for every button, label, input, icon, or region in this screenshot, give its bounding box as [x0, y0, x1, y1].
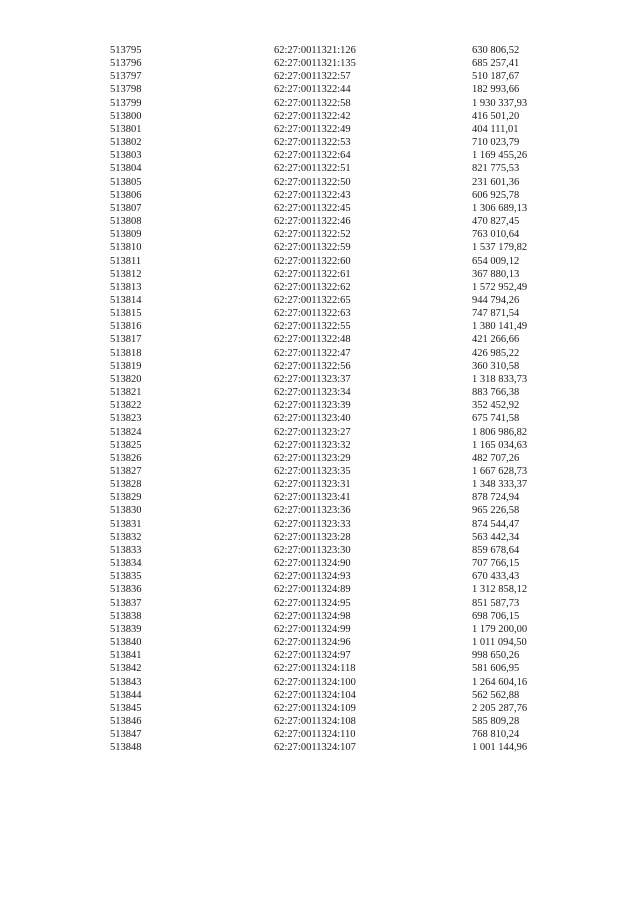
row-number: 513823: [110, 413, 142, 425]
cadastral-value: 1 806 986,82: [472, 426, 528, 438]
table-row: [110, 504, 582, 517]
cadastral-value: 675 741,58: [472, 413, 520, 425]
row-number: 513804: [110, 163, 142, 175]
row-number: 513843: [110, 676, 142, 688]
table-row: [110, 676, 582, 689]
cadastral-number: 62:27:0011324:96: [274, 637, 351, 649]
cadastral-number: 62:27:0011322:43: [274, 189, 351, 201]
table-row: [110, 570, 582, 583]
cadastral-number: 62:27:0011323:41: [274, 492, 351, 504]
row-number: 513848: [110, 742, 142, 754]
cadastral-value: 482 707,26: [472, 452, 520, 464]
cadastral-number: 62:27:0011322:42: [274, 110, 351, 122]
cadastral-value: 710 023,79: [472, 137, 520, 149]
cadastral-number: 62:27:0011322:50: [274, 176, 351, 188]
cadastral-number: 62:27:0011322:61: [274, 268, 351, 280]
row-number: 513825: [110, 439, 142, 451]
table-row: [110, 583, 582, 596]
row-number: 513802: [110, 137, 142, 149]
cadastral-number: 62:27:0011322:64: [274, 150, 351, 162]
table-row: [110, 399, 582, 412]
table-row: [110, 597, 582, 610]
cadastral-value: 1 667 628,73: [472, 466, 528, 477]
cadastral-number: 62:27:0011322:56: [274, 360, 351, 372]
cadastral-value: 1 306 689,13: [472, 202, 528, 214]
cadastral-value: 182 993,66: [472, 84, 520, 96]
cadastral-value: 965 226,58: [472, 505, 520, 517]
cadastral-number: 62:27:0011323:34: [274, 387, 351, 399]
row-number: 513839: [110, 623, 142, 635]
records-table: [110, 44, 582, 754]
table-row: [110, 360, 582, 373]
row-number: 513799: [110, 97, 142, 109]
cadastral-value: 1 572 952,49: [472, 281, 528, 293]
row-number: 513808: [110, 216, 142, 228]
cadastral-value: 654 009,12: [472, 255, 520, 267]
table-row: [110, 702, 582, 715]
table-row: [110, 715, 582, 728]
row-number: 513795: [110, 45, 142, 56]
cadastral-value: 1 169 455,26: [472, 150, 528, 162]
cadastral-number: 62:27:0011323:33: [274, 518, 351, 530]
cadastral-number: 62:27:0011322:63: [274, 308, 351, 320]
table-row: [110, 57, 582, 70]
table-row: [110, 610, 582, 623]
row-number: 513797: [110, 71, 142, 83]
cadastral-number: 62:27:0011323:30: [274, 544, 351, 556]
cadastral-value: 1 179 200,00: [472, 623, 528, 635]
row-number: 513796: [110, 58, 142, 70]
table-row: [110, 162, 582, 175]
table-row: [110, 478, 582, 491]
table-row: [110, 412, 582, 425]
cadastral-value: 698 706,15: [472, 610, 520, 622]
cadastral-value: 1 930 337,93: [472, 97, 528, 109]
cadastral-number: 62:27:0011322:60: [274, 255, 351, 267]
table-row: [110, 97, 582, 110]
cadastral-value: 562 562,88: [472, 689, 520, 701]
cadastral-value: 416 501,20: [472, 110, 520, 122]
table-row: [110, 636, 582, 649]
cadastral-value: 581 606,95: [472, 663, 520, 675]
cadastral-number: 62:27:0011323:39: [274, 400, 351, 412]
row-number: 513814: [110, 294, 142, 306]
cadastral-number: 62:27:0011324:95: [274, 597, 351, 609]
row-number: 513816: [110, 321, 142, 333]
cadastral-value: 1 318 833,73: [472, 373, 528, 385]
row-number: 513817: [110, 334, 142, 346]
cadastral-number: 62:27:0011324:110: [274, 729, 356, 741]
row-number: 513809: [110, 229, 142, 241]
cadastral-number: 62:27:0011322:53: [274, 137, 351, 149]
table-row: [110, 386, 582, 399]
table-row: [110, 70, 582, 83]
table-row: [110, 728, 582, 741]
cadastral-number: 62:27:0011323:40: [274, 413, 351, 425]
cadastral-value: 1 380 141,49: [472, 321, 528, 333]
row-number: 513828: [110, 479, 142, 491]
cadastral-number: 62:27:0011324:90: [274, 558, 351, 570]
cadastral-number: 62:27:0011322:48: [274, 334, 351, 346]
cadastral-number: 62:27:0011322:57: [274, 71, 351, 83]
table-row: [110, 228, 582, 241]
cadastral-number: 62:27:0011324:108: [274, 715, 356, 727]
cadastral-value: 563 442,34: [472, 531, 520, 543]
row-number: 513830: [110, 505, 142, 517]
cadastral-value: 747 871,54: [472, 308, 520, 320]
table-row: [110, 176, 582, 189]
row-number: 513805: [110, 176, 142, 188]
cadastral-number: 62:27:0011322:45: [274, 202, 351, 214]
row-number: 513819: [110, 360, 142, 372]
table-row: [110, 465, 582, 478]
table-row: [110, 136, 582, 149]
table-row: [110, 110, 582, 123]
table-row: [110, 255, 582, 268]
table-row: [110, 623, 582, 636]
cadastral-number: 62:27:0011322:59: [274, 242, 351, 254]
row-number: 513803: [110, 150, 142, 162]
row-number: 513801: [110, 123, 142, 135]
row-number: 513845: [110, 702, 142, 714]
row-number: 513841: [110, 650, 142, 662]
cadastral-value: 426 985,22: [472, 347, 520, 359]
cadastral-number: 62:27:0011323:27: [274, 426, 351, 438]
table-row: [110, 281, 582, 294]
cadastral-number: 62:27:0011322:58: [274, 97, 351, 109]
row-number: 513829: [110, 492, 142, 504]
cadastral-number: 62:27:0011324:109: [274, 702, 356, 714]
row-number: 513844: [110, 689, 142, 701]
cadastral-number: 62:27:0011324:99: [274, 623, 351, 635]
row-number: 513840: [110, 637, 142, 649]
cadastral-value: 685 257,41: [472, 58, 520, 70]
table-row: [110, 202, 582, 215]
cadastral-value: 874 544,47: [472, 518, 520, 530]
cadastral-value: 944 794,26: [472, 294, 520, 306]
row-number: 513798: [110, 84, 142, 96]
table-row: [110, 83, 582, 96]
table-row: [110, 320, 582, 333]
row-number: 513846: [110, 715, 142, 727]
row-number: 513811: [110, 255, 142, 267]
cadastral-value: 1 001 144,96: [472, 742, 528, 754]
table-row: [110, 149, 582, 162]
row-number: 513827: [110, 466, 142, 477]
cadastral-number: 62:27:0011323:29: [274, 452, 351, 464]
cadastral-number: 62:27:0011324:93: [274, 571, 351, 583]
row-number: 513822: [110, 400, 142, 412]
cadastral-value: 707 766,15: [472, 558, 520, 570]
table-row: [110, 268, 582, 281]
cadastral-number: 62:27:0011324:97: [274, 650, 351, 662]
cadastral-value: 998 650,26: [472, 650, 520, 662]
cadastral-value: 768 810,24: [472, 729, 520, 741]
cadastral-number: 62:27:0011323:35: [274, 466, 351, 477]
row-number: 513820: [110, 373, 142, 385]
row-number: 513800: [110, 110, 142, 122]
cadastral-value: 859 678,64: [472, 544, 520, 556]
cadastral-value: 1 165 034,63: [472, 439, 528, 451]
table-row: [110, 557, 582, 570]
cadastral-value: 630 806,52: [472, 45, 520, 56]
cadastral-value: 510 187,67: [472, 71, 520, 83]
table-row: [110, 544, 582, 557]
cadastral-value: 1 348 333,37: [472, 479, 528, 491]
cadastral-number: 62:27:0011323:32: [274, 439, 351, 451]
cadastral-number: 62:27:0011322:46: [274, 216, 351, 228]
cadastral-value: 1 312 858,12: [472, 584, 528, 596]
row-number: 513838: [110, 610, 142, 622]
cadastral-value: 1 011 094,50: [472, 637, 527, 649]
cadastral-number: 62:27:0011322:52: [274, 229, 351, 241]
row-number: 513833: [110, 544, 142, 556]
cadastral-number: 62:27:0011322:55: [274, 321, 351, 333]
table-row: [110, 662, 582, 675]
cadastral-value: 2 205 287,76: [472, 702, 528, 714]
cadastral-value: 670 433,43: [472, 571, 520, 583]
cadastral-value: 1 537 179,82: [472, 242, 528, 254]
table-row: [110, 518, 582, 531]
table-row: [110, 307, 582, 320]
table-row: [110, 649, 582, 662]
cadastral-value: 883 766,38: [472, 387, 520, 399]
table-row: [110, 189, 582, 202]
table-row: [110, 531, 582, 544]
row-number: 513812: [110, 268, 142, 280]
cadastral-number: 62:27:0011324:89: [274, 584, 351, 596]
cadastral-value: 352 452,92: [472, 400, 520, 412]
cadastral-value: 404 111,01: [472, 123, 519, 135]
cadastral-number: 62:27:0011322:49: [274, 123, 351, 135]
cadastral-number: 62:27:0011323:31: [274, 479, 351, 491]
row-number: 513847: [110, 729, 142, 741]
row-number: 513807: [110, 202, 142, 214]
row-number: 513818: [110, 347, 142, 359]
cadastral-value: 851 587,73: [472, 597, 520, 609]
row-number: 513824: [110, 426, 142, 438]
table-row: [110, 44, 582, 57]
cadastral-number: 62:27:0011322:44: [274, 84, 351, 96]
table-row: [110, 241, 582, 254]
cadastral-number: 62:27:0011323:36: [274, 505, 351, 517]
cadastral-value: 367 880,13: [472, 268, 520, 280]
table-row: [110, 491, 582, 504]
row-number: 513826: [110, 452, 142, 464]
cadastral-number: 62:27:0011321:126: [274, 45, 356, 56]
cadastral-number: 62:27:0011324:100: [274, 676, 356, 688]
cadastral-value: 606 925,78: [472, 189, 520, 201]
row-number: 513842: [110, 663, 142, 675]
cadastral-number: 62:27:0011323:28: [274, 531, 351, 543]
cadastral-value: 231 601,36: [472, 176, 520, 188]
row-number: 513806: [110, 189, 142, 201]
row-number: 513832: [110, 531, 142, 543]
cadastral-number: 62:27:0011323:37: [274, 373, 351, 385]
row-number: 513836: [110, 584, 142, 596]
row-number: 513834: [110, 558, 142, 570]
table-row: [110, 439, 582, 452]
cadastral-value: 470 827,45: [472, 216, 520, 228]
row-number: 513821: [110, 387, 142, 399]
table-row: [110, 452, 582, 465]
table-row: [110, 294, 582, 307]
cadastral-number: 62:27:0011324:118: [274, 663, 356, 675]
cadastral-number: 62:27:0011322:62: [274, 281, 351, 293]
cadastral-number: 62:27:0011322:51: [274, 163, 351, 175]
cadastral-number: 62:27:0011322:47: [274, 347, 351, 359]
cadastral-value: 421 266,66: [472, 334, 520, 346]
cadastral-value: 1 264 604,16: [472, 676, 528, 688]
row-number: 513837: [110, 597, 142, 609]
cadastral-value: 585 809,28: [472, 715, 520, 727]
table-row: [110, 347, 582, 360]
table-row: [110, 123, 582, 136]
table-row: [110, 333, 582, 346]
row-number: 513810: [110, 242, 142, 254]
row-number: 513831: [110, 518, 142, 530]
cadastral-value: 821 775,53: [472, 163, 520, 175]
row-number: 513813: [110, 281, 142, 293]
cadastral-number: 62:27:0011322:65: [274, 294, 351, 306]
table-row: [110, 373, 582, 386]
table-row: [110, 426, 582, 439]
cadastral-number: 62:27:0011321:135: [274, 58, 356, 70]
row-number: 513835: [110, 571, 142, 583]
cadastral-number: 62:27:0011324:98: [274, 610, 351, 622]
table-row: [110, 741, 582, 754]
records-table-body: [110, 44, 582, 754]
table-row: [110, 689, 582, 702]
cadastral-value: 360 310,58: [472, 360, 520, 372]
cadastral-number: 62:27:0011324:104: [274, 689, 356, 701]
row-number: 513815: [110, 308, 142, 320]
cadastral-value: 878 724,94: [472, 492, 520, 504]
table-row: [110, 215, 582, 228]
cadastral-number: 62:27:0011324:107: [274, 742, 356, 754]
cadastral-value: 763 010,64: [472, 229, 520, 241]
